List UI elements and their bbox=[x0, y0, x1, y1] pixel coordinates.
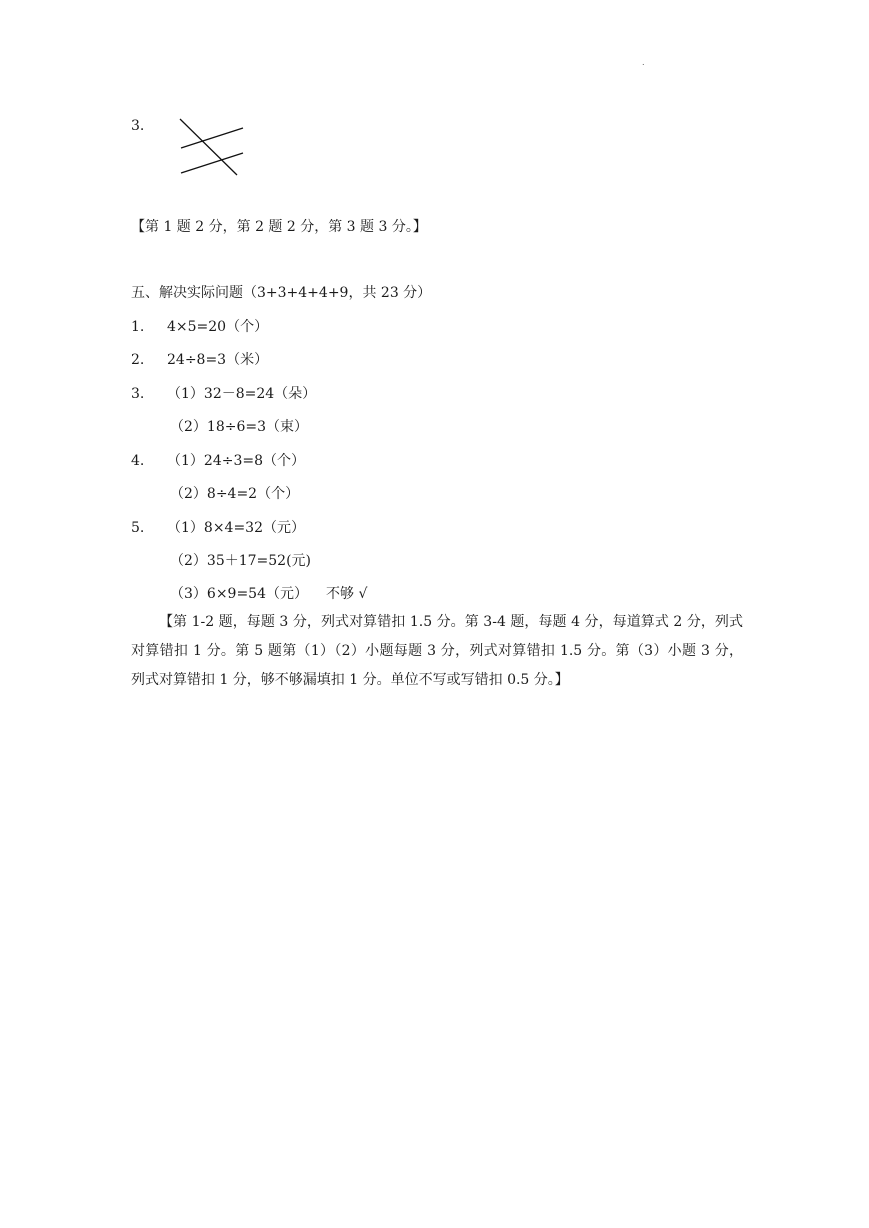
answer-check: 不够 √ bbox=[326, 586, 368, 602]
question-number: 5. bbox=[131, 520, 145, 536]
part5-q4-sub2: （2）8÷4=2（个） bbox=[170, 486, 300, 502]
part5-q2 bbox=[131, 349, 268, 369]
part5-q3-sub2: （2）18÷6=3（束） bbox=[170, 419, 308, 435]
diagonal-line bbox=[180, 119, 237, 175]
part5-q5 bbox=[131, 517, 305, 537]
question-answer: 4×5=20（个） bbox=[167, 319, 269, 335]
part5-q5-sub2: （2）35＋17=52(元) bbox=[170, 553, 312, 569]
question-number: 2. bbox=[131, 352, 145, 368]
question-answer-sub1: （1）24÷3=8（个） bbox=[167, 453, 305, 469]
intersecting-lines-figure bbox=[175, 114, 247, 180]
part5-heading: 五、解决实际问题（3+3+4+4+9，共 23 分） bbox=[131, 285, 432, 301]
question-answer: 24÷8=3（米） bbox=[167, 352, 269, 368]
part5-q4 bbox=[131, 450, 305, 470]
question-number: 4. bbox=[131, 453, 145, 469]
question-answer-sub1: （1）8×4=32（元） bbox=[167, 520, 305, 536]
part4-scoring-note: 【第 1 题 2 分，第 2 题 2 分，第 3 题 3 分。】 bbox=[131, 219, 427, 235]
question-number: 3. bbox=[131, 386, 145, 402]
page-mark: . bbox=[642, 58, 645, 67]
question-number: 1. bbox=[131, 319, 145, 335]
part5-q1 bbox=[131, 316, 268, 336]
parallel-line-upper bbox=[181, 128, 243, 148]
part4-q3-number: 3. bbox=[131, 118, 145, 134]
parallel-line-lower bbox=[181, 153, 243, 173]
question-answer-sub3: （3）6×9=54（元） bbox=[170, 586, 308, 602]
part5-scoring-note: 【第 1-2 题，每题 3 分，列式对算错扣 1.5 分。第 3-4 题，每题 4 分，每道算式 2 分，列式对算错扣 1 分。第 5 题第（1）（2）小题每题 3 分，列式对算错扣 1.5 分。第（3）小题 3 分，列式对算错扣 1 分，够不够漏填扣 1 分。单位不写或写错扣 0.5 分。】 bbox=[131, 614, 743, 688]
part5-q3 bbox=[131, 383, 316, 403]
part5-q5-sub3 bbox=[170, 583, 367, 603]
question-answer-sub1: （1）32－8=24（朵） bbox=[167, 386, 317, 402]
